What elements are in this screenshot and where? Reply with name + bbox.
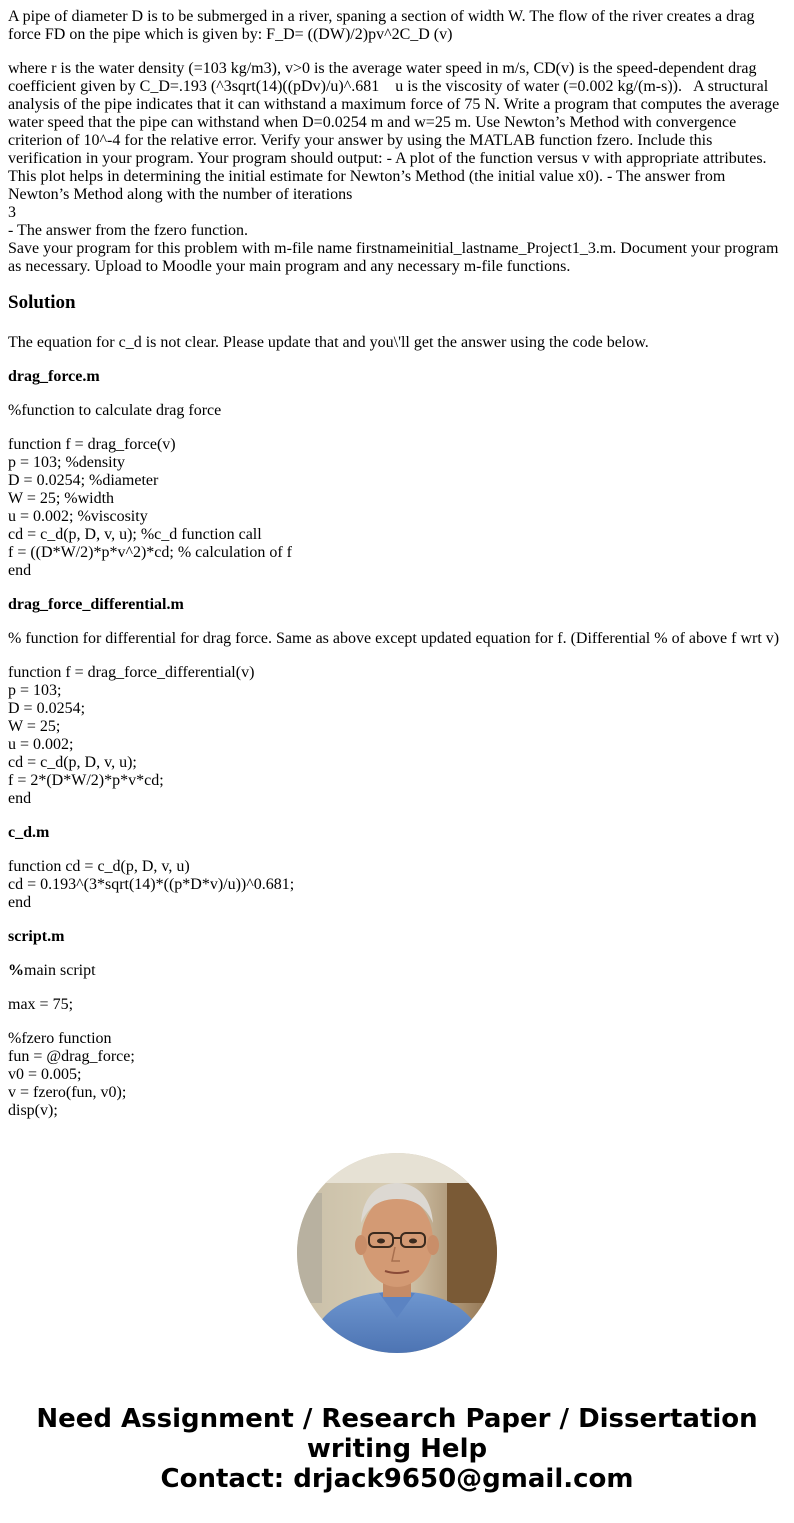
code-line: f = ((D*W/2)*p*v^2)*cd; % calculation of f: [8, 544, 292, 561]
code-comment: % function for differential for drag force. Same as above except updated equation for f. (Differential % of above f wrt v): [8, 630, 780, 647]
question-paragraph-2: [8, 60, 786, 276]
question-text: where r is the water density (=103 kg/m3), v>0 is the average water speed in m/s, CD(v) is the speed-dependent drag coefficient given by C_D=.193 (^3sqrt(14)((pDv)/u)^.681 u is the viscosity of water (=0.002 kg/(m-s)). A structural analysis of the pipe indicates that it can withstand a maximum force of 75 N. Write a program that computes the average water speed that the pipe can withstand when D=0.0254 m and w=25 m. Use Newton’s Method with convergence criterion of 10^-4 for the relative error. Verify your answer by using the MATLAB function fzero. Include this verification in your program. Your program should output: - A plot of the function versus v with appropriate attributes. This plot helps in determining the initial estimate for Newton’s Method (the initial value x0). - The answer from Newton’s Method along with the number of iterations: [8, 60, 784, 203]
file-title-drag-force: drag_force.m: [8, 368, 100, 385]
code-comment: %function to calculate drag force: [8, 402, 222, 419]
file-title-c-d: c_d.m: [8, 824, 50, 841]
contact-banner: [0, 1404, 794, 1494]
file-title-script: script.m: [8, 928, 65, 945]
code-line: u = 0.002;: [8, 736, 74, 753]
question-text: Save your program for this problem with m-file name firstnameinitial_lastname_Project1_3.m. Document your program as necessary. Upload to Moodle your main program and any necessary m-file functions.: [8, 240, 783, 275]
code-line: W = 25;: [8, 718, 61, 735]
comment-text: main script: [24, 962, 96, 979]
code-line: fun = @drag_force;: [8, 1048, 135, 1065]
code-line: D = 0.0254;: [8, 700, 86, 717]
code-line: function f = drag_force_differential(v): [8, 664, 255, 681]
code-line: p = 103;: [8, 682, 62, 699]
code-line-max: max = 75;: [8, 996, 74, 1013]
code-comment: [8, 962, 786, 980]
code-line: disp(v);: [8, 1102, 58, 1119]
code-block-c-d: [8, 858, 786, 912]
code-line: cd = 0.193^(3*sqrt(14)*((p*D*v)/u))^0.681;: [8, 876, 295, 893]
portrait-image: [297, 1153, 497, 1353]
code-line: function f = drag_force(v): [8, 436, 176, 453]
code-line: v = fzero(fun, v0);: [8, 1084, 127, 1101]
question-text: - The answer from the fzero function.: [8, 222, 249, 239]
document-body: [8, 8, 786, 1136]
code-line: p = 103; %density: [8, 454, 126, 471]
question-text: 3: [8, 204, 16, 221]
code-line: W = 25; %width: [8, 490, 115, 507]
code-line: %fzero function: [8, 1030, 112, 1047]
code-line: D = 0.0254; %diameter: [8, 472, 159, 489]
file-title-drag-force-differential: drag_force_differential.m: [8, 596, 184, 613]
code-block-drag-force-differential: [8, 664, 786, 808]
code-line: function cd = c_d(p, D, v, u): [8, 858, 190, 875]
code-line: end: [8, 562, 32, 579]
code-line: f = 2*(D*W/2)*p*v*cd;: [8, 772, 164, 789]
banner-line: Need Assignment / Research Paper / Dissertation: [36, 1404, 758, 1434]
banner-line: writing Help: [306, 1434, 488, 1464]
code-line: end: [8, 790, 32, 807]
code-line: cd = c_d(p, D, v, u); %c_d function call: [8, 526, 262, 543]
code-block-drag-force: [8, 436, 786, 580]
code-line: v0 = 0.005;: [8, 1066, 82, 1083]
code-block-script: [8, 1030, 786, 1120]
solution-intro: The equation for c_d is not clear. Please update that and you\'ll get the answer using the code below.: [8, 334, 649, 351]
banner-contact: Contact: drjack9650@gmail.com: [160, 1464, 634, 1494]
question-paragraph-1: A pipe of diameter D is to be submerged in a river, spaning a section of width W. The flow of the river creates a drag force FD on the pipe which is given by: F_D= ((DW)/2)pv^2C_D (v): [8, 8, 755, 43]
solution-heading: Solution: [8, 292, 76, 313]
avatar: [297, 1153, 497, 1353]
code-line: end: [8, 894, 32, 911]
code-line: u = 0.002; %viscosity: [8, 508, 148, 525]
comment-symbol: %: [8, 962, 24, 979]
code-line: cd = c_d(p, D, v, u);: [8, 754, 137, 771]
